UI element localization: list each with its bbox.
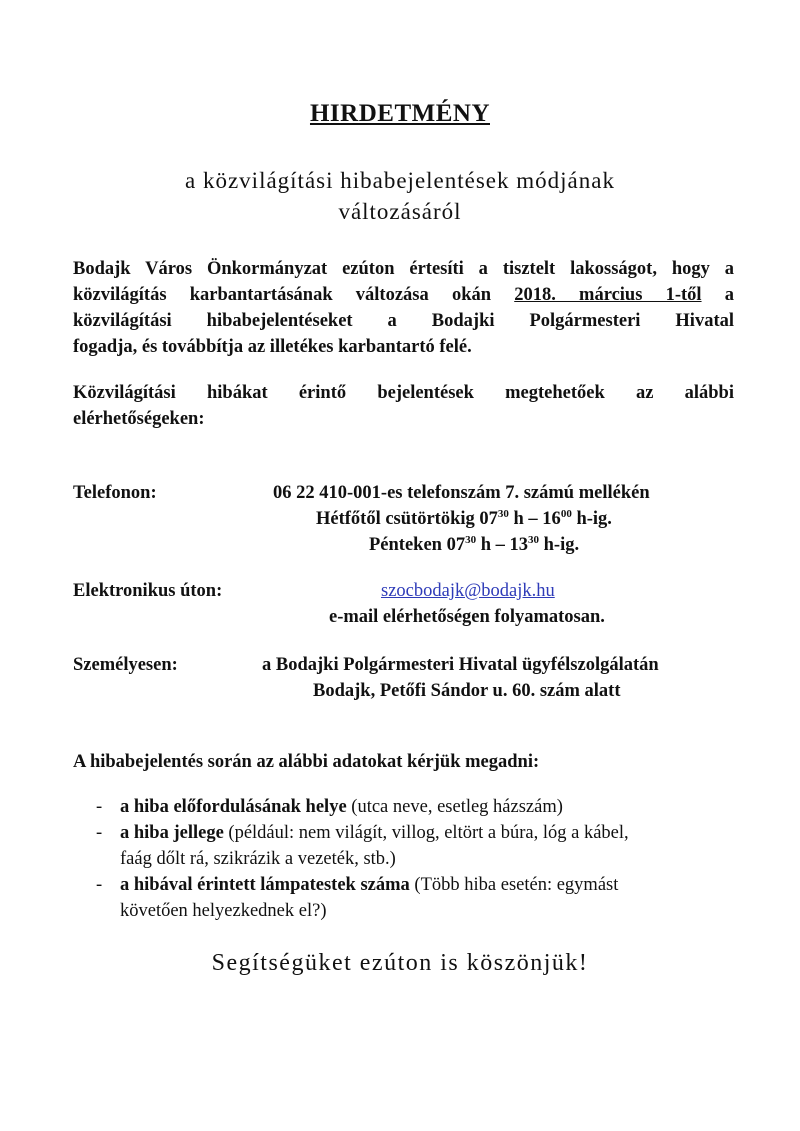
list-item-continuation: faág dőlt rá, szikrázik a vezeték, stb.) — [120, 849, 396, 869]
personal-address: Bodajk, Petőfi Sándor u. 60. szám alatt — [313, 681, 621, 701]
list-item: a hiba előfordulásának helye (utca neve, esetleg házszám) — [120, 797, 563, 817]
list-item-continuation: követően helyezkednek el?) — [120, 901, 327, 921]
list-item: a hiba jellege (például: nem világít, villog, eltört a búra, lóg a kábel, — [120, 823, 629, 843]
email-link[interactable]: szocbodajk@bodajk.hu — [381, 581, 555, 601]
email-availability: e-mail elérhetőségen folyamatosan. — [329, 607, 605, 627]
subtitle-line-2: változásáról — [338, 199, 462, 224]
reports-line-1: Közvilágítási hibákat érintő bejelentések megtehetőek az alábbi — [73, 383, 734, 403]
intro-line-3: közvilágítási hibabejelentéseket a Bodajki Polgármesteri Hivatal — [73, 311, 734, 331]
phone-number-line: 06 22 410-001-es telefonszám 7. számú mellékén — [273, 483, 650, 503]
bullet: - — [96, 823, 103, 843]
personal-office: a Bodajki Polgármesteri Hivatal ügyfélszolgálatán — [262, 655, 659, 675]
effective-date: 2018. március 1-től — [514, 285, 702, 305]
subtitle-line-1: a közvilágítási hibabejelentések módjának — [185, 168, 615, 193]
bullet: - — [96, 875, 103, 895]
closing-thanks: Segítségüket ezúton is köszönjük! — [211, 950, 589, 976]
phone-label: Telefonon: — [73, 483, 157, 503]
reports-line-2: elérhetőségeken: — [73, 409, 205, 429]
personal-label: Személyesen: — [73, 655, 178, 675]
bullet: - — [96, 797, 103, 817]
phone-hours-friday: Pénteken $07^{30}$ h – $13^{30}$ h-ig. — [369, 534, 580, 555]
intro-line-2: közvilágítás karbantartásának változása okán 2018. március 1-től a — [73, 285, 734, 305]
intro-line-1: Bodajk Város Önkormányzat ezúton értesíti a tisztelt lakosságot, hogy a — [73, 259, 734, 279]
intro-line-4: fogadja, és továbbítja az illetékes karbantartó felé. — [73, 337, 472, 357]
document-title: HIRDETMÉNY — [309, 100, 490, 127]
electronic-label: Elektronikus úton: — [73, 581, 223, 601]
phone-hours-weekdays: Hétfőtől csütörtökig $07^{30}$ h – $16^{00}$ h-ig. — [316, 508, 612, 529]
list-item: a hibával érintett lámpatestek száma (Több hiba esetén: egymást — [120, 875, 619, 895]
data-heading: A hibabejelentés során az alábbi adatokat kérjük megadni: — [73, 752, 540, 772]
